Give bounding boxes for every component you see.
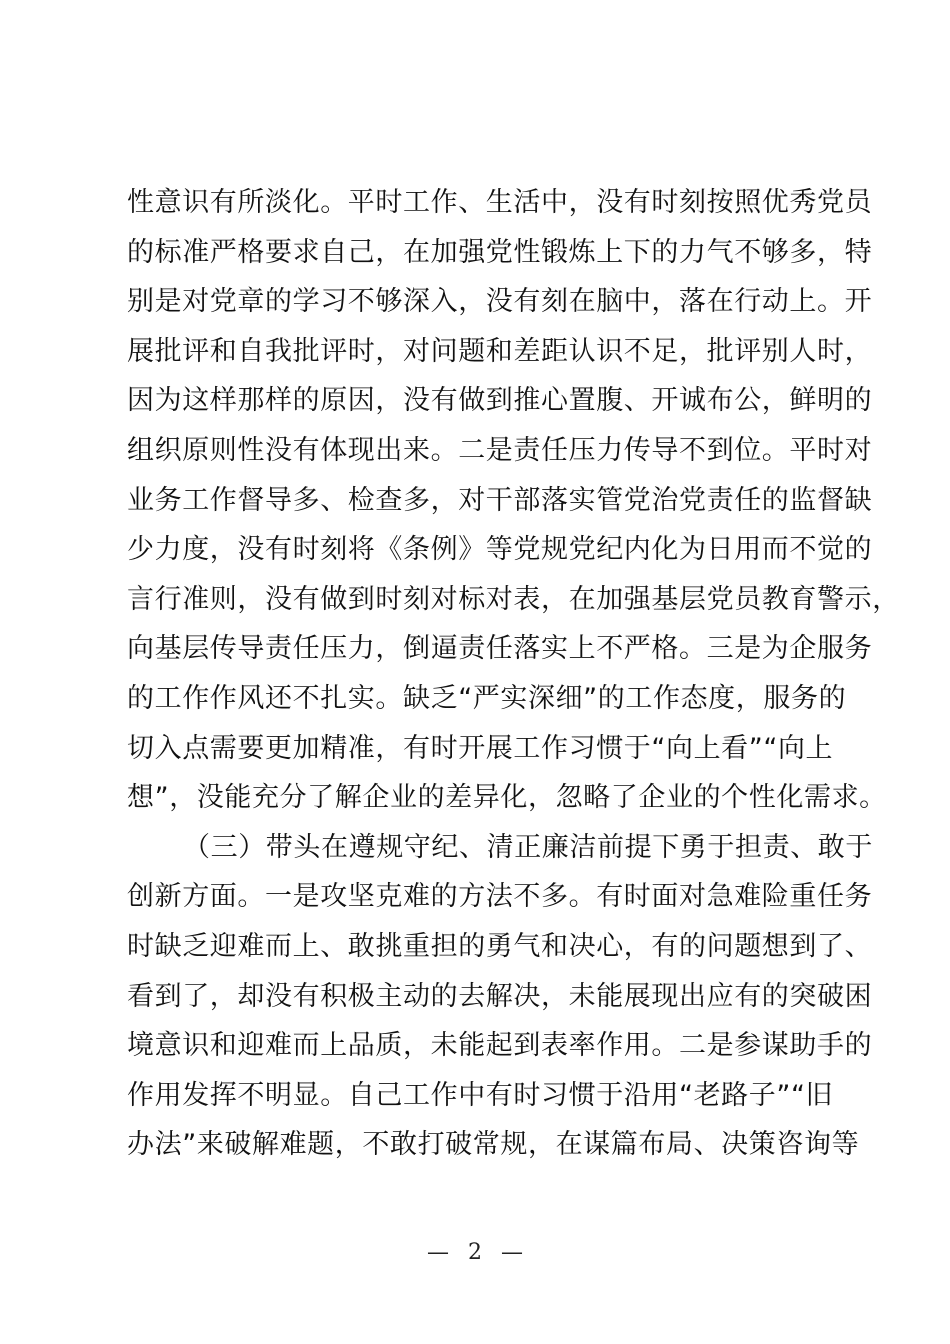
- text-line: 因为这样那样的原因，没有做到推心置腹、开诚布公，鲜明的: [127, 385, 873, 417]
- text-line: 言行准则，没有做到时刻对标对表，在加强基层党员教育警示，: [127, 583, 900, 615]
- section-heading-line: （三）带头在遵规守纪、清正廉洁前提下勇于担责、敢于: [183, 831, 873, 863]
- text-line: 时缺乏迎难而上、敢挑重担的勇气和决心，有的问题想到了、: [127, 930, 873, 962]
- text-line: 作用发挥不明显。自己工作中有时习惯于沿用“老路子”“旧: [127, 1079, 834, 1111]
- text-line: 别是对党章的学习不够深入，没有刻在脑中，落在行动上。开: [127, 286, 873, 318]
- text-line: 看到了，却没有积极主动的去解决，未能展现出应有的突破困: [127, 980, 873, 1012]
- footer-dash-left: —: [427, 1240, 449, 1265]
- text-line: 的工作作风还不扎实。缺乏“严实深细”的工作态度，服务的: [127, 682, 847, 714]
- text-line: 向基层传导责任压力，倒逼责任落实上不严格。三是为企服务: [127, 633, 873, 665]
- text-line: 组织原则性没有体现出来。二是责任压力传导不到位。平时对: [127, 434, 873, 466]
- text-line: 切入点需要更加精准，有时开展工作习惯于“向上看”“向上: [127, 732, 834, 764]
- page-footer: [0, 1238, 950, 1268]
- text-line: 少力度，没有时刻将《条例》等党规党纪内化为日用而不觉的: [127, 534, 873, 566]
- text-line: 业务工作督导多、检查多，对干部落实管党治党责任的监督缺: [127, 484, 873, 516]
- text-line: 的标准严格要求自己，在加强党性锻炼上下的力气不够多，特: [127, 236, 873, 268]
- text-line: 展批评和自我批评时，对问题和差距认识不足，批评别人时，: [127, 335, 873, 367]
- text-line: 想”，没能充分了解企业的差异化，忽略了企业的个性化需求。: [127, 782, 887, 814]
- footer-dash-right: —: [501, 1240, 523, 1265]
- text-line: 办法”来破解难题，不敢打破常规，在谋篇布局、决策咨询等: [127, 1129, 860, 1161]
- page-number: 2: [468, 1240, 482, 1265]
- text-line: 境意识和迎难而上品质，未能起到表率作用。二是参谋助手的: [127, 1030, 873, 1062]
- body-text: [127, 178, 900, 1170]
- text-line: 性意识有所淡化。平时工作、生活中，没有时刻按照优秀党员: [127, 187, 873, 218]
- text-line: 创新方面。一是攻坚克难的方法不多。有时面对急难险重任务: [127, 881, 873, 913]
